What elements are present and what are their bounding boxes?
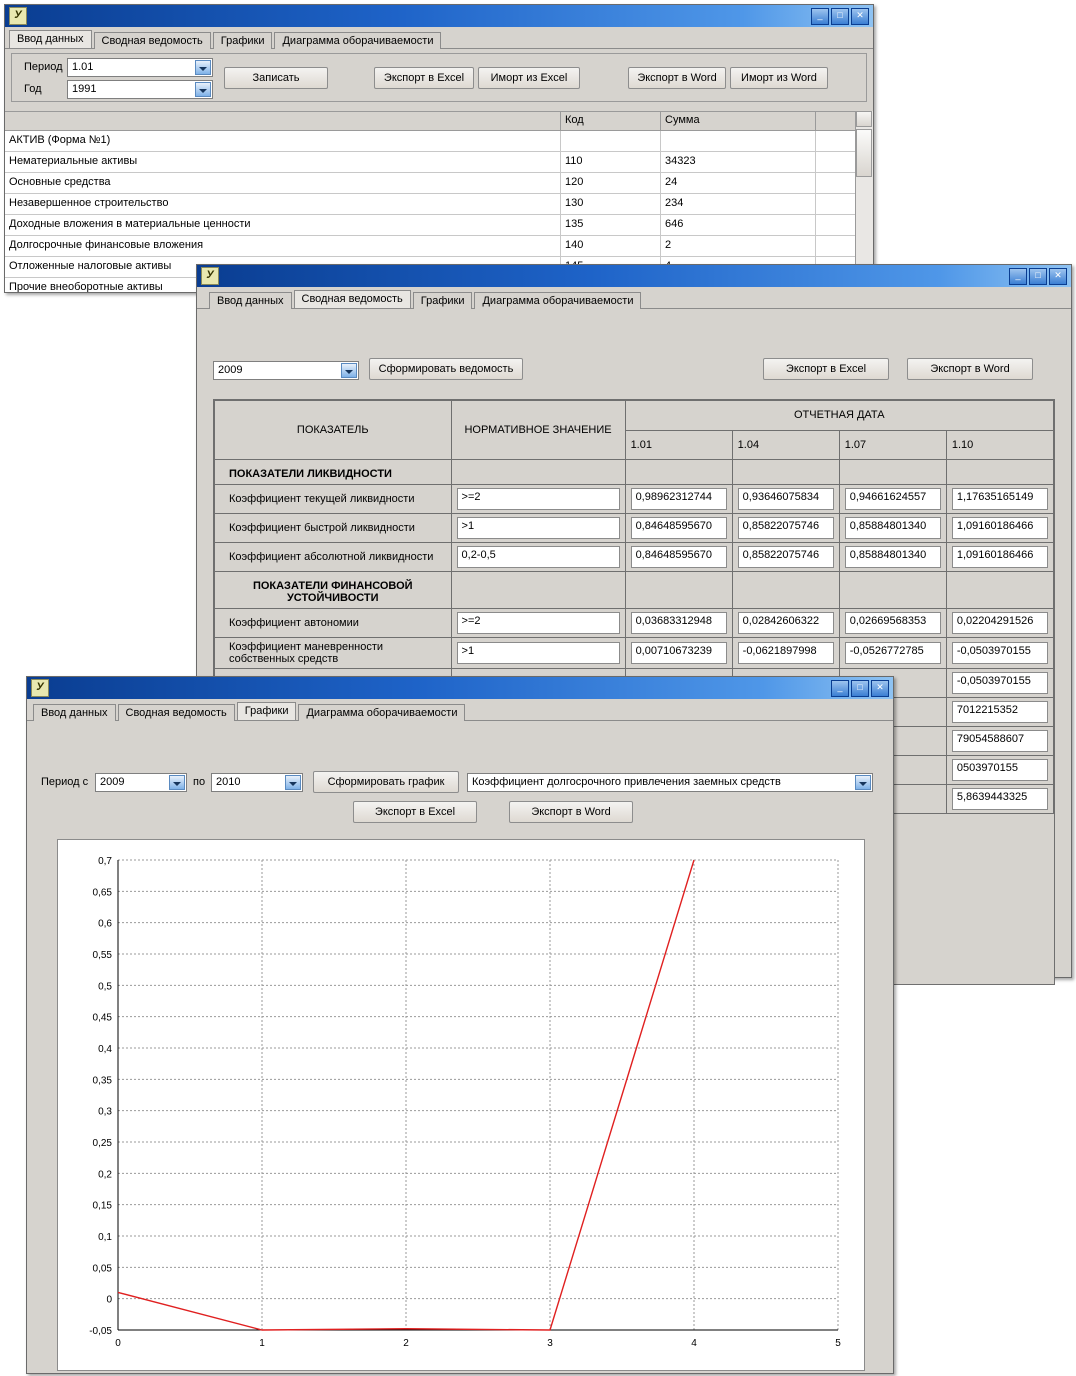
cell-sum[interactable] xyxy=(661,131,816,151)
value-text: 1,17635165149 xyxy=(952,488,1048,510)
value-cell[interactable] xyxy=(732,609,839,638)
chevron-down-icon[interactable] xyxy=(195,82,211,97)
norm-cell[interactable] xyxy=(451,485,625,514)
y-tick-label: 0,3 xyxy=(98,1106,112,1118)
y-tick-label: 0,5 xyxy=(98,981,112,993)
indicator-name: Коэффициент текущей ликвидности xyxy=(215,485,452,514)
cell-name[interactable]: Основные средства xyxy=(5,173,561,193)
period-label: Период xyxy=(24,61,63,73)
value-cell[interactable] xyxy=(732,485,839,514)
period-from-combo[interactable] xyxy=(95,773,187,792)
section-filler xyxy=(625,572,732,609)
tab-charts[interactable]: Графики xyxy=(237,702,297,720)
section-filler xyxy=(946,572,1053,609)
y-tick-label: 0,2 xyxy=(98,1169,112,1181)
x-tick-label: 1 xyxy=(259,1338,265,1349)
cell-sum[interactable]: 2 xyxy=(661,236,816,256)
indicator-combo[interactable] xyxy=(467,773,873,792)
section-filler xyxy=(839,460,946,485)
value-text: 0,00710673239 xyxy=(631,642,727,664)
section-filler xyxy=(839,572,946,609)
minimize-icon[interactable]: _ xyxy=(811,8,829,25)
cell-sum[interactable]: 234 xyxy=(661,194,816,214)
chevron-down-icon[interactable] xyxy=(341,363,357,378)
section-row xyxy=(215,460,1054,485)
minimize-icon[interactable]: _ xyxy=(1009,268,1027,285)
build-chart-button[interactable]: Сформировать график xyxy=(313,771,459,793)
x-tick-label: 4 xyxy=(691,1338,697,1349)
cell-code[interactable]: 140 xyxy=(561,236,661,256)
cell-sum[interactable]: 34323 xyxy=(661,152,816,172)
value-cell[interactable] xyxy=(839,485,946,514)
section-filler xyxy=(625,460,732,485)
y-tick-label: -0,05 xyxy=(89,1326,112,1337)
table-row[interactable] xyxy=(5,215,873,236)
table-row[interactable] xyxy=(215,485,1054,514)
tab-charts[interactable]: Графики xyxy=(213,32,273,49)
export-word-button[interactable]: Экспорт в Word xyxy=(628,67,726,89)
tabstrip[interactable] xyxy=(197,289,1071,309)
value-cell[interactable] xyxy=(946,727,1053,756)
grid-col-sum: Сумма xyxy=(661,112,816,130)
norm-cell[interactable] xyxy=(451,609,625,638)
cell-sum[interactable]: 646 xyxy=(661,215,816,235)
value-cell[interactable] xyxy=(732,638,839,669)
norm-value: >1 xyxy=(457,642,620,664)
tab-turnover-diagram[interactable]: Диаграмма оборачиваемости xyxy=(298,704,465,721)
value-text: 1,09160186466 xyxy=(952,517,1048,539)
build-summary-button[interactable]: Сформировать ведомость xyxy=(369,358,523,380)
entry-toolbar xyxy=(11,53,867,102)
cell-sum[interactable]: 24 xyxy=(661,173,816,193)
cell-name[interactable]: Отложенные налоговые активы xyxy=(5,257,561,277)
value-text: 0,85884801340 xyxy=(845,517,941,539)
table-row[interactable] xyxy=(5,131,873,152)
period-to-value: 2010 xyxy=(216,776,241,788)
value-cell[interactable] xyxy=(625,485,732,514)
header-date: 1.04 xyxy=(732,430,839,460)
chevron-down-icon[interactable] xyxy=(285,775,301,790)
table-header-row xyxy=(215,401,1054,431)
norm-value: >1 xyxy=(457,517,620,539)
table-row[interactable] xyxy=(215,514,1054,543)
export-excel-button[interactable]: Экспорт в Excel xyxy=(374,67,474,89)
value-cell[interactable] xyxy=(625,543,732,572)
cell-name[interactable]: Незавершенное строительство xyxy=(5,194,561,214)
header-date: 1.01 xyxy=(625,430,732,460)
y-tick-label: 0,65 xyxy=(92,887,112,899)
save-button[interactable]: Записать xyxy=(224,67,328,89)
year-value: 1991 xyxy=(72,83,97,95)
tabstrip[interactable] xyxy=(27,701,893,721)
value-text: 0,02204291526 xyxy=(952,612,1048,634)
x-tick-label: 5 xyxy=(835,1338,841,1349)
period-combo[interactable] xyxy=(67,58,213,77)
period-from-value: 2009 xyxy=(100,776,125,788)
close-icon[interactable]: ✕ xyxy=(871,680,889,697)
value-text: 0503970155 xyxy=(952,759,1048,781)
tab-turnover-diagram[interactable]: Диаграмма оборачиваемости xyxy=(474,292,641,309)
norm-value: >=2 xyxy=(457,488,620,510)
value-text: 0,94661624557 xyxy=(845,488,941,510)
titlebar[interactable] xyxy=(5,5,873,28)
x-tick-label: 2 xyxy=(403,1338,409,1349)
tab-charts[interactable]: Графики xyxy=(413,292,473,309)
titlebar[interactable] xyxy=(27,677,893,700)
value-text: 7012215352 xyxy=(952,701,1048,723)
value-text: 1,09160186466 xyxy=(952,546,1048,568)
cell-code[interactable]: 120 xyxy=(561,173,661,193)
indicator-name: Коэффициент абсолютной ликвидности xyxy=(215,543,452,572)
header-date-group: ОТЧЕТНАЯ ДАТА xyxy=(625,401,1053,431)
value-text: -0,0621897998 xyxy=(738,642,834,664)
table-row[interactable] xyxy=(5,152,873,173)
y-tick-label: 0,6 xyxy=(98,918,112,930)
value-cell[interactable] xyxy=(625,609,732,638)
value-text: 0,03683312948 xyxy=(631,612,727,634)
summary-year-combo[interactable] xyxy=(213,361,359,380)
maximize-icon[interactable]: □ xyxy=(851,680,869,697)
window-client xyxy=(27,699,893,1373)
y-tick-label: 0,25 xyxy=(92,1138,112,1149)
value-text: 0,85822075746 xyxy=(738,517,834,539)
norm-value: >=2 xyxy=(457,612,620,634)
grid-col-code: Код xyxy=(561,112,661,130)
value-cell[interactable] xyxy=(946,785,1053,814)
chevron-down-icon[interactable] xyxy=(195,60,211,75)
maximize-icon[interactable]: □ xyxy=(831,8,849,25)
period-from-label: Период с xyxy=(41,776,89,788)
value-cell[interactable] xyxy=(946,638,1053,669)
chart-canvas xyxy=(57,839,865,1371)
value-cell[interactable] xyxy=(946,756,1053,785)
tab-summary[interactable]: Сводная ведомость xyxy=(294,290,411,308)
cell-name[interactable]: АКТИВ (Форма №1) xyxy=(5,131,561,151)
section-row xyxy=(215,572,1054,609)
export-excel-button[interactable]: Экспорт в Excel xyxy=(763,358,889,380)
value-text: -0,0526772785 xyxy=(845,642,941,664)
app-icon: У xyxy=(31,679,49,697)
value-text: 0,02842606322 xyxy=(738,612,834,634)
value-cell[interactable] xyxy=(839,638,946,669)
window-data-entry[interactable] xyxy=(4,4,874,293)
y-tick-label: 0,05 xyxy=(92,1263,112,1275)
table-row[interactable] xyxy=(215,543,1054,572)
value-text: 0,93646075834 xyxy=(738,488,834,510)
section-filler xyxy=(451,572,625,609)
year-combo[interactable] xyxy=(67,80,213,99)
value-text: 79054588607 xyxy=(952,730,1048,752)
cell-name[interactable]: Доходные вложения в материальные ценности xyxy=(5,215,561,235)
chevron-down-icon[interactable] xyxy=(169,775,185,790)
table-row[interactable] xyxy=(215,638,1054,669)
close-icon[interactable]: ✕ xyxy=(1049,268,1067,285)
export-word-button[interactable]: Экспорт в Word xyxy=(907,358,1033,380)
cell-name[interactable]: Нематериальные активы xyxy=(5,152,561,172)
table-row[interactable] xyxy=(5,236,873,257)
y-tick-label: 0,55 xyxy=(92,950,112,961)
year-label: Год xyxy=(24,83,42,95)
value-cell[interactable] xyxy=(732,514,839,543)
value-text: 0,02669568353 xyxy=(845,612,941,634)
app-icon: У xyxy=(9,7,27,25)
value-cell[interactable] xyxy=(732,543,839,572)
cell-name[interactable]: Прочие внеоборотные активы xyxy=(5,278,561,292)
y-tick-label: 0,7 xyxy=(98,856,112,867)
indicator-value: Коэффициент долгосрочного привлечения заемных средств xyxy=(472,776,781,788)
period-to-combo[interactable] xyxy=(211,773,303,792)
table-row[interactable] xyxy=(5,194,873,215)
indicator-name: Коэффициент маневренности собственных средств xyxy=(215,638,452,669)
value-cell[interactable] xyxy=(946,485,1053,514)
window-buttons[interactable] xyxy=(1009,268,1069,285)
indicator-name: Коэффициент автономии xyxy=(215,609,452,638)
cell-code[interactable]: 135 xyxy=(561,215,661,235)
cell-name[interactable]: Долгосрочные финансовые вложения xyxy=(5,236,561,256)
export-excel-button[interactable]: Экспорт в Excel xyxy=(353,801,477,823)
titlebar[interactable] xyxy=(197,265,1071,288)
period-value: 1.01 xyxy=(72,61,94,73)
export-word-button[interactable]: Экспорт в Word xyxy=(509,801,633,823)
summary-toolbar xyxy=(197,353,1071,391)
section-title: ПОКАЗАТЕЛИ ЛИКВИДНОСТИ xyxy=(215,460,452,485)
value-cell[interactable] xyxy=(946,669,1053,698)
section-filler xyxy=(732,460,839,485)
tab-turnover-diagram[interactable]: Диаграмма оборачиваемости xyxy=(274,32,441,49)
cell-code[interactable]: 130 xyxy=(561,194,661,214)
value-cell[interactable] xyxy=(946,609,1053,638)
tab-data-entry[interactable]: Ввод данных xyxy=(209,292,292,309)
x-tick-label: 0 xyxy=(115,1338,121,1349)
value-text: 0,85884801340 xyxy=(845,546,941,568)
minimize-icon[interactable]: _ xyxy=(831,680,849,697)
import-excel-button[interactable]: Иморт из Excel xyxy=(478,67,580,89)
header-norm: НОРМАТИВНОЕ ЗНАЧЕНИЕ xyxy=(451,401,625,460)
value-cell[interactable] xyxy=(946,543,1053,572)
x-tick-label: 3 xyxy=(547,1338,553,1349)
value-text: 5,8639443325 xyxy=(952,788,1048,810)
header-date: 1.10 xyxy=(946,430,1053,460)
value-cell[interactable] xyxy=(946,514,1053,543)
value-text: 0,98962312744 xyxy=(631,488,727,510)
header-indicator: ПОКАЗАТЕЛЬ xyxy=(215,401,452,460)
chevron-down-icon[interactable] xyxy=(855,775,871,790)
charts-toolbar xyxy=(27,765,893,827)
scroll-thumb[interactable] xyxy=(856,129,872,177)
y-tick-label: 0,1 xyxy=(98,1232,112,1243)
y-tick-label: 0,35 xyxy=(92,1075,112,1087)
window-buttons[interactable] xyxy=(811,8,871,25)
value-cell[interactable] xyxy=(625,638,732,669)
maximize-icon[interactable]: □ xyxy=(1029,268,1047,285)
close-icon[interactable]: ✕ xyxy=(851,8,869,25)
value-cell[interactable] xyxy=(839,514,946,543)
tabstrip[interactable] xyxy=(5,29,873,49)
section-title: ПОКАЗАТЕЛИ ФИНАНСОВОЙ УСТОЙЧИВОСТИ xyxy=(215,572,452,609)
value-text: 0,84648595670 xyxy=(631,546,727,568)
window-charts[interactable] xyxy=(26,676,894,1374)
period-to-label: по xyxy=(193,776,206,788)
norm-cell[interactable] xyxy=(451,543,625,572)
tab-data-entry[interactable]: Ввод данных xyxy=(9,30,92,48)
y-tick-label: 0,15 xyxy=(92,1200,112,1212)
norm-cell[interactable] xyxy=(451,514,625,543)
norm-cell[interactable] xyxy=(451,638,625,669)
y-tick-label: 0 xyxy=(106,1294,112,1306)
chart-series-line xyxy=(118,860,694,1330)
value-cell[interactable] xyxy=(946,698,1053,727)
value-cell[interactable] xyxy=(839,543,946,572)
scroll-up-icon[interactable] xyxy=(856,111,872,127)
app-icon: У xyxy=(201,267,219,285)
tab-data-entry[interactable]: Ввод данных xyxy=(33,704,116,721)
window-client xyxy=(5,27,873,292)
grid-header xyxy=(5,112,873,131)
section-filler xyxy=(451,460,625,485)
value-text: 0,85822075746 xyxy=(738,546,834,568)
value-text: -0,0503970155 xyxy=(952,642,1048,664)
table-row[interactable] xyxy=(5,173,873,194)
table-row[interactable] xyxy=(215,609,1054,638)
cell-code[interactable] xyxy=(561,131,661,151)
grid-col-name xyxy=(5,112,561,130)
value-cell[interactable] xyxy=(625,514,732,543)
tab-summary[interactable]: Сводная ведомость xyxy=(118,704,235,721)
tab-summary[interactable]: Сводная ведомость xyxy=(94,32,211,49)
y-tick-label: 0,4 xyxy=(98,1044,112,1055)
import-word-button[interactable]: Иморт из Word xyxy=(730,67,828,89)
indicator-name: Коэффициент быстрой ликвидности xyxy=(215,514,452,543)
section-filler xyxy=(946,460,1053,485)
header-date: 1.07 xyxy=(839,430,946,460)
norm-value: 0,2-0,5 xyxy=(457,546,620,568)
value-cell[interactable] xyxy=(839,609,946,638)
window-buttons[interactable] xyxy=(831,680,891,697)
cell-code[interactable]: 110 xyxy=(561,152,661,172)
y-tick-label: 0,45 xyxy=(92,1012,112,1024)
summary-year-value: 2009 xyxy=(218,364,243,376)
line-chart xyxy=(58,840,864,1370)
section-filler xyxy=(732,572,839,609)
value-text: -0,0503970155 xyxy=(952,672,1048,694)
value-text: 0,84648595670 xyxy=(631,517,727,539)
